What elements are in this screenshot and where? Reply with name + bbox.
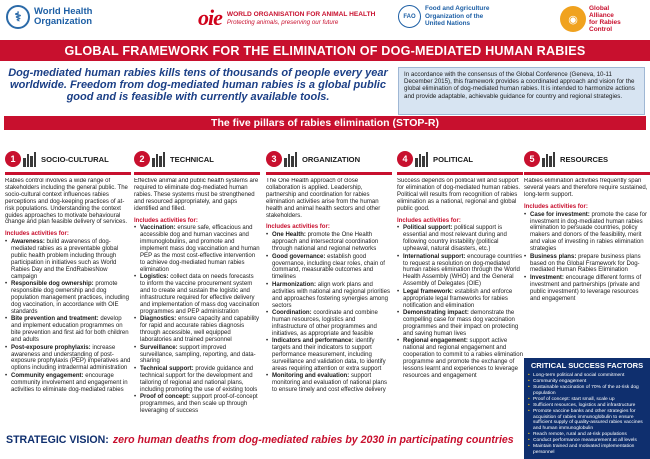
- garc-line-4: Control: [589, 26, 613, 33]
- activity-item: [397, 338, 523, 379]
- activity-text: promote the case for investment in dog-mediated human rabies elimination to persuade countries, policy makers and donors of the feasibility, merit and value of investing in rabies elimination strategies: [530, 211, 647, 253]
- pillar-body: [524, 178, 650, 353]
- fao-line-3: United Nations: [425, 20, 471, 28]
- garc-logo: [560, 5, 621, 33]
- activity-list: [5, 239, 131, 393]
- activity-heading: Logistics:: [140, 274, 169, 281]
- activity-heading: Harmonization:: [272, 281, 317, 288]
- activity-text: identify targets and their indicators to support performance measurement, including surveillance and validation data, to identify areas requiring attention or extra support: [272, 338, 386, 372]
- activity-text: encourage different forms of investment and partnerships (private and public investment) to leverage resources and engagement: [530, 274, 642, 302]
- activity-item: [134, 394, 260, 415]
- activity-item: [134, 366, 260, 394]
- activity-text: support improved surveillance, sampling, reporting, and data-sharing: [140, 344, 256, 365]
- pillar-lead-text: Effective animal and public health systems are required to eliminate dog-mediated human rabies. These systems must be strengthened and resourced appropriately, and gaps identified and filled.: [134, 178, 259, 212]
- activity-text: support proof-of-concept programmes, and then scale up through leveraging of success: [140, 394, 258, 414]
- pillar-number-badge: 1: [5, 151, 21, 167]
- activity-text: align work plans and activities with national and regional priorities and approaches fostering synergies among sectors: [272, 281, 390, 309]
- pillars-title: The five pillars of rabies elimination (STOP-R): [211, 117, 439, 129]
- pillar-divider: [266, 172, 392, 175]
- activity-item: [266, 254, 392, 282]
- pillar-header: [524, 145, 650, 173]
- activity-heading: Investment:: [530, 274, 564, 281]
- pillar-number-badge: 3: [266, 151, 282, 167]
- activity-heading: Bite prevention and treatment:: [11, 316, 99, 323]
- garc-line-3: for Rabies: [589, 19, 621, 26]
- vision-label: STRATEGIC VISION:: [6, 434, 109, 446]
- activity-text: establish and enforce appropriate legal frameworks for rabies notification and elimination: [403, 288, 513, 309]
- pillar-header: [266, 145, 392, 173]
- pillar-divider: [5, 172, 131, 175]
- activity-heading: Responsible dog ownership:: [11, 281, 94, 288]
- pillar-lead-text: Success depends on political will and support for elimination of dog-mediated human rabies. Political will results from recognition of rabies elimination as a national, regional and global public good.: [397, 178, 521, 212]
- activity-heading: Political support:: [403, 225, 453, 232]
- pillars-banner: [4, 116, 646, 130]
- garc-emblem-icon: ◉: [560, 6, 586, 32]
- activity-item: [397, 225, 523, 253]
- garc-logo-text: [589, 5, 621, 33]
- activity-item: [524, 254, 650, 275]
- pillar-title: RESOURCES: [560, 154, 609, 164]
- people-icon: [23, 152, 38, 167]
- fao-emblem-icon: FAO: [398, 5, 421, 28]
- activity-heading: International support:: [403, 253, 466, 260]
- activity-heading: Proof of concept:: [140, 394, 191, 401]
- activity-text: encourage countries to request a resolution on dog-mediated human rabies elimination through the World Health Assembly (WHO) and the General Assembly of Delegates (OIE): [403, 253, 522, 288]
- activity-heading: Demonstrating impact:: [403, 310, 469, 317]
- activity-item: [524, 275, 650, 303]
- success-factors-title: CRITICAL SUCCESS FACTORS: [530, 361, 644, 370]
- activity-item: [397, 289, 523, 310]
- success-factor-item: • Long-term political and social commitment: [528, 373, 646, 379]
- activity-text: increase awareness and understanding of post-exposure prophylaxis (PEP) imperatives and options including intradermal administration: [11, 344, 131, 372]
- pillar-lead-text: Rabies elimination activities frequently span several years and therefore require sustained, long-term support.: [524, 178, 648, 198]
- activity-list: [266, 232, 392, 394]
- pillar-header: [5, 145, 131, 173]
- includes-activities-label: Includes activities for:: [5, 231, 69, 238]
- who-line-2: Organization: [34, 16, 93, 27]
- fao-logo: [398, 5, 489, 28]
- who-line-1: World Health: [34, 6, 93, 17]
- intro-context-box: In accordance with the consensus of the Global Conference (Geneva, 10-11 December 2015), this framework provides a coordinated approach and vision for the global elimination of dog-mediated human rabies. It is intended to harmonize actions and provide adaptable, achievable guidance for country and regional strategies.: [398, 67, 645, 115]
- activity-item: [397, 254, 523, 289]
- activity-item: [266, 310, 392, 338]
- pillar-lead-text: Rabies control involves a wide range of stakeholders including the general public. The socio-cultural context influences rabies perceptions and dog-keeping practices of at-risk populations. Understanding the context guides approaches to motivate behavioural change and plan feasible delivery of services.: [5, 178, 128, 226]
- success-factors-box: [524, 358, 650, 459]
- activity-text: ensure capacity and capability for rapid and accurate rabies diagnosis through accessible, well equipped laboratories and trained personnel: [140, 316, 259, 344]
- intro-statement: Dog-mediated human rabies kills tens of thousands of people every year worldwide. Freedom from dog-mediated human rabies is a global public good and is feasible with currently available tools.: [8, 67, 388, 104]
- activity-item: [266, 232, 392, 253]
- activity-heading: Good governance:: [272, 253, 326, 260]
- activity-heading: Indicators and performance:: [272, 338, 354, 345]
- activity-item: [5, 345, 131, 373]
- people-icon: [415, 152, 430, 167]
- page-title: GLOBAL FRAMEWORK FOR THE ELIMINATION OF DOG-MEDIATED HUMAN RABIES: [64, 43, 586, 58]
- who-logo: [6, 5, 92, 29]
- pillar-title: SOCIO-CULTURAL: [41, 154, 109, 164]
- activity-text: collect data on needs forecasts to inform the vaccine procurement system and to create and sustain the logistic and infrastructure required for effective delivery and implementation of mass dog vaccination programmes and PEP administration: [140, 274, 260, 315]
- pillar-body: [134, 178, 260, 428]
- activity-heading: Surveillance:: [140, 344, 178, 351]
- people-icon: [542, 152, 557, 167]
- success-factor-item: • Sufficient resources, logistics and infrastructure: [528, 403, 646, 409]
- activity-list: [397, 225, 523, 379]
- activity-item: [134, 225, 260, 273]
- fao-logo-text: [425, 5, 489, 28]
- fao-line-2: Organization of the: [425, 12, 484, 20]
- pillar-header: [134, 145, 260, 173]
- strategic-vision: [6, 432, 518, 448]
- pillar-title: TECHNICAL: [170, 154, 214, 164]
- fao-line-1: Food and Agriculture: [425, 5, 490, 13]
- activity-text: provide guidance and technical support for the development and tailoring of regional and national plans, including promoting the use of existing tools: [140, 365, 258, 393]
- success-factor-item: • Proof of concept: start small, scale up: [528, 397, 646, 403]
- oie-line-2: Protecting animals, preserving our future: [226, 18, 339, 26]
- activity-text: build awareness of dog-mediated rabies as a preventable global public health problem including through participation in initiatives such as World Rabies Day and the EndRabiesNow campaign: [11, 239, 119, 280]
- success-factors-list: [528, 373, 646, 455]
- pillar-body: [5, 178, 131, 428]
- activity-heading: Monitoring and evaluation:: [272, 373, 350, 380]
- pillar-number-badge: 5: [524, 151, 540, 167]
- activity-heading: Post-exposure prophylaxis:: [11, 344, 91, 351]
- pillar-body: [266, 178, 392, 428]
- activity-heading: Coordination:: [272, 310, 312, 317]
- activity-heading: Diagnostics:: [140, 316, 177, 323]
- pillar-body: [397, 178, 523, 428]
- activity-list: [524, 212, 650, 303]
- title-banner: [0, 40, 650, 61]
- pillar-title: POLITICAL: [433, 154, 474, 164]
- activity-item: [266, 282, 392, 310]
- activity-text: establish good governance, including clear roles, chain of command, measurable outcomes and timelines: [272, 253, 385, 281]
- pillar-divider: [524, 172, 650, 175]
- activity-heading: Legal framework:: [403, 288, 454, 295]
- activity-text: promote responsible dog ownership and dog population management practices, including dog vaccination, in accordance with OIE standards: [11, 281, 129, 315]
- activity-item: [5, 373, 131, 394]
- pillar-number-badge: 4: [397, 151, 413, 167]
- activity-item: [5, 281, 131, 316]
- activity-heading: Regional engagement:: [403, 338, 468, 345]
- activity-text: support monitoring and evaluation of national plans to ensure timely and cost effective delivery: [272, 373, 387, 394]
- pillar-title: ORGANIZATION: [302, 154, 361, 164]
- activity-item: [5, 239, 131, 280]
- activity-item: [266, 338, 392, 373]
- pillar-divider: [134, 172, 260, 175]
- includes-activities-label: Includes activities for:: [524, 203, 588, 210]
- activity-heading: One Health:: [272, 232, 306, 239]
- activity-text: encourage community involvement and engagement in activities to eliminate dog-mediated rabies: [11, 372, 128, 393]
- success-factor-item: • Community engagement: [528, 379, 646, 385]
- activity-text: promote the One Health approach and intersectoral coordination through national and regional networks: [272, 232, 379, 253]
- activity-heading: Case for investment:: [530, 211, 590, 218]
- activity-text: prepare business plans based on the Global Framework for Dog-mediated Human Rabies Elimination: [530, 253, 641, 274]
- activity-item: [134, 274, 260, 315]
- includes-activities-label: Includes activities for:: [134, 217, 198, 224]
- people-icon: [284, 152, 299, 167]
- garc-line-2: Alliance: [589, 12, 614, 19]
- activity-item: [5, 316, 131, 344]
- pillar-number-badge: 2: [134, 151, 150, 167]
- includes-activities-label: Includes activities for:: [266, 224, 330, 231]
- success-factor-item: • Maintain trained and motivated implementation personnel: [528, 444, 646, 455]
- pillar-header: [397, 145, 523, 173]
- activity-item: [266, 373, 392, 394]
- success-factor-item: • Promote vaccine banks and other strategies for acquisition of rabies immunoglobulin to ensure sufficient supply of quality-assured rabies vaccines and human immunoglobulin: [528, 409, 646, 431]
- pillar-lead-text: The One Health approach of close collaboration is applied. Leadership, partnership and coordination for rabies elimination activities arise from the human health and animal health sectors and other stakeholders.: [266, 178, 381, 219]
- activity-heading: Business plans:: [530, 253, 577, 260]
- pillar-divider: [397, 172, 523, 175]
- activity-text: coordinate and combine human resources, logistics and infrastructure of other programmes and initiatives, as appropriate and feasible: [272, 310, 378, 337]
- activity-list: [134, 225, 260, 414]
- activity-heading: Vaccination:: [140, 225, 176, 232]
- success-factor-item: • Reach remote, rural and at-risk populations: [528, 432, 646, 438]
- activity-text: political support is essential and most relevant during and following country instability (political upheaval, natural disasters, etc.): [403, 225, 507, 253]
- people-icon: [152, 152, 167, 167]
- vision-text: zero human deaths from dog-mediated rabies by 2030 in participating countries: [112, 434, 514, 446]
- garc-line-1: Global: [589, 5, 610, 12]
- who-logo-text: [34, 7, 92, 27]
- activity-item: [524, 212, 650, 253]
- activity-item: [397, 310, 523, 338]
- success-factor-item: • Sustainable vaccination of 70% of the at-risk dog population: [528, 385, 646, 396]
- activity-item: [134, 316, 260, 344]
- oie-line-1: WORLD ORGANISATION FOR ANIMAL HEALTH: [226, 10, 376, 18]
- oie-logo-text: [227, 11, 375, 26]
- logo-strip: [0, 0, 650, 38]
- activity-text: develop and implement education programmes on bite prevention and first aid for both children and adults: [11, 316, 129, 344]
- oie-mark: oie: [198, 5, 222, 30]
- activity-heading: Community engagement:: [11, 372, 84, 379]
- activity-heading: Awareness:: [11, 239, 45, 246]
- activity-text: demonstrate the compelling case for mass dog vaccination programmes and their impact on protecting and saving human lives: [403, 310, 519, 337]
- activity-item: [134, 345, 260, 366]
- activity-heading: Technical support:: [140, 365, 194, 372]
- who-emblem-icon: ⚕: [6, 5, 30, 29]
- oie-logo: [198, 5, 375, 31]
- success-factor-item: • Conduct performance measurement at all levels: [528, 438, 646, 444]
- activity-text: ensure safe, efficacious and accessible dog and human vaccines and immunoglobulins, and promote and implement mass dog vaccination and human PEP as the most cost-effective intervention to achieve dog-mediated human rabies elimination: [140, 225, 260, 273]
- includes-activities-label: Includes activities for:: [397, 217, 461, 224]
- activity-text: support active national and regional engagement and cooperation to commit to a rabies elimination programme and promote the exchange of lessons learnt and experiences to leverage resources and engagement: [403, 338, 523, 379]
